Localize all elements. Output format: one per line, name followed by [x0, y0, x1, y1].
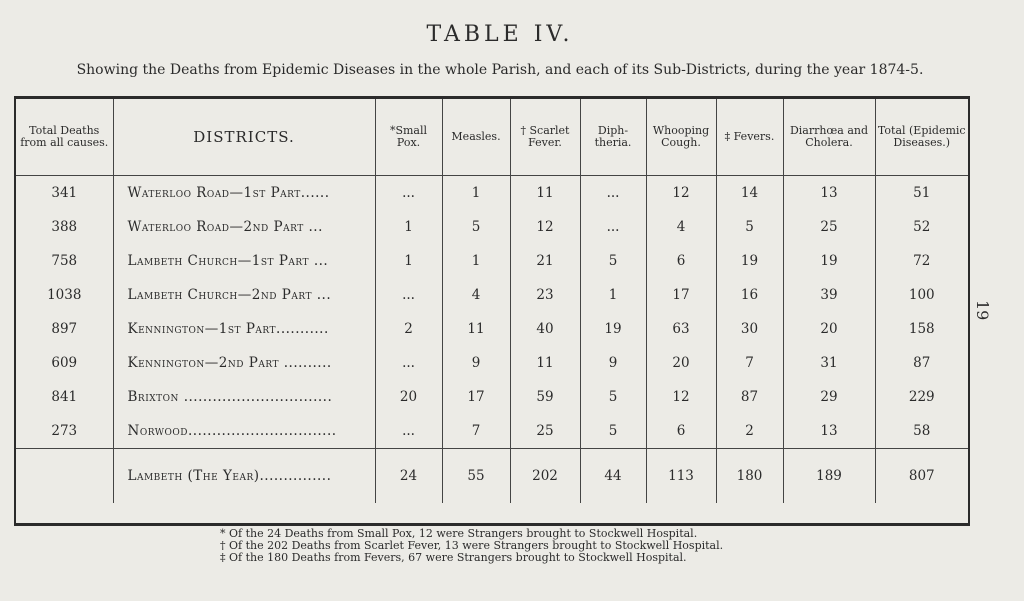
cell-diph: ...: [580, 210, 646, 244]
cell-diarrhoea: 25: [783, 210, 875, 244]
cell-scarlet: 59: [510, 380, 580, 414]
cell-epidemic: 87: [875, 346, 968, 380]
cell-scarlet: 202: [510, 449, 580, 504]
cell-small-pox: 2: [375, 312, 442, 346]
header-total-epidemic: Total (Epidemic Diseases.): [875, 99, 968, 176]
cell-whooping: 17: [646, 278, 716, 312]
cell-total: 609: [51, 355, 78, 371]
cell-diarrhoea: 29: [783, 380, 875, 414]
cell-total: [16, 449, 113, 504]
cell-scarlet: 11: [510, 346, 580, 380]
table-title: TABLE IV.: [426, 22, 574, 47]
cell-diarrhoea: 20: [783, 312, 875, 346]
header-fevers: ‡ Fevers.: [716, 99, 783, 176]
cell-epidemic: 807: [875, 449, 968, 504]
cell-total: 273: [51, 423, 78, 439]
cell-whooping: 4: [646, 210, 716, 244]
table-row: [16, 176, 968, 211]
cell-fevers: 14: [716, 176, 783, 211]
cell-total: 388: [51, 219, 78, 235]
cell-fevers: 5: [716, 210, 783, 244]
cell-whooping: 20: [646, 346, 716, 380]
cell-whooping: 113: [646, 449, 716, 504]
cell-diarrhoea: 189: [783, 449, 875, 504]
cell-small-pox: ...: [375, 414, 442, 449]
cell-diarrhoea: 31: [783, 346, 875, 380]
cell-scarlet: 40: [510, 312, 580, 346]
cell-district: Lambeth Church—2nd Part ...: [113, 278, 375, 312]
cell-measles: 17: [442, 380, 510, 414]
cell-fevers: 30: [716, 312, 783, 346]
cell-whooping: 12: [646, 380, 716, 414]
cell-scarlet: 21: [510, 244, 580, 278]
cell-fevers: 7: [716, 346, 783, 380]
cell-small-pox: 20: [375, 380, 442, 414]
cell-diarrhoea: 39: [783, 278, 875, 312]
cell-small-pox: 1: [375, 210, 442, 244]
cell-measles: 1: [442, 244, 510, 278]
header-diarrhoea: Diarrhœa and Cholera.: [783, 99, 875, 176]
cell-district: Waterloo Road—2nd Part ...: [113, 210, 375, 244]
table-row: [16, 346, 968, 380]
header-small-pox: *Small Pox.: [375, 99, 442, 176]
cell-small-pox: 24: [375, 449, 442, 504]
cell-diph: ...: [580, 176, 646, 211]
epidemic-table: [14, 96, 970, 526]
cell-epidemic: 72: [875, 244, 968, 278]
cell-small-pox: ...: [375, 176, 442, 211]
cell-diph: 5: [580, 380, 646, 414]
cell-measles: 4: [442, 278, 510, 312]
cell-measles: 55: [442, 449, 510, 504]
cell-scarlet: 25: [510, 414, 580, 449]
cell-total: 841: [51, 389, 78, 405]
cell-scarlet: 11: [510, 176, 580, 211]
cell-epidemic: 52: [875, 210, 968, 244]
table-row: [16, 278, 968, 312]
cell-district: Lambeth (The Year)...............: [113, 449, 375, 504]
cell-total: 897: [51, 321, 78, 337]
cell-whooping: 63: [646, 312, 716, 346]
cell-district: Kennington—2nd Part ..........: [113, 346, 375, 380]
footnote-scarlet-fever: † Of the 202 Deaths from Scarlet Fever, 13 were Strangers brought to Stockwell Hospital.: [220, 539, 724, 552]
cell-total: 1038: [47, 287, 82, 303]
cell-total: 758: [51, 253, 78, 269]
cell-fevers: 2: [716, 414, 783, 449]
cell-diph: 5: [580, 414, 646, 449]
cell-whooping: 6: [646, 414, 716, 449]
cell-diph: 44: [580, 449, 646, 504]
table-subtitle: Showing the Deaths from Epidemic Diseases in the whole Parish, and each of its Sub-Districts, during the year 1874-5.: [76, 62, 924, 78]
cell-fevers: 180: [716, 449, 783, 504]
table-row: [16, 414, 968, 449]
header-diphtheria: Diph- theria.: [580, 99, 646, 176]
cell-measles: 5: [442, 210, 510, 244]
header-row: [16, 99, 968, 176]
cell-district: Waterloo Road—1st Part......: [113, 176, 375, 211]
cell-diph: 5: [580, 244, 646, 278]
page-number: 19: [973, 300, 992, 321]
cell-scarlet: 12: [510, 210, 580, 244]
cell-small-pox: ...: [375, 346, 442, 380]
header-measles: Measles.: [442, 99, 510, 176]
cell-whooping: 6: [646, 244, 716, 278]
cell-epidemic: 158: [875, 312, 968, 346]
cell-diph: 1: [580, 278, 646, 312]
cell-district: Lambeth Church—1st Part ...: [113, 244, 375, 278]
cell-fevers: 87: [716, 380, 783, 414]
cell-diph: 19: [580, 312, 646, 346]
total-row: [16, 449, 968, 504]
cell-diarrhoea: 13: [783, 414, 875, 449]
cell-fevers: 16: [716, 278, 783, 312]
cell-district: Norwood...............................: [113, 414, 375, 449]
footnotes: [220, 528, 723, 564]
cell-measles: 11: [442, 312, 510, 346]
cell-epidemic: 58: [875, 414, 968, 449]
cell-measles: 7: [442, 414, 510, 449]
header-scarlet-fever: † Scarlet Fever.: [510, 99, 580, 176]
header-total-deaths: Total Deaths from all causes.: [16, 99, 113, 176]
cell-diarrhoea: 13: [783, 176, 875, 211]
cell-scarlet: 23: [510, 278, 580, 312]
table-row: [16, 244, 968, 278]
cell-whooping: 12: [646, 176, 716, 211]
cell-district: Brixton ...............................: [113, 380, 375, 414]
cell-district: Kennington—1st Part...........: [113, 312, 375, 346]
header-districts: DISTRICTS.: [113, 99, 375, 176]
cell-measles: 1: [442, 176, 510, 211]
cell-measles: 9: [442, 346, 510, 380]
table-row: [16, 312, 968, 346]
cell-epidemic: 100: [875, 278, 968, 312]
cell-epidemic: 51: [875, 176, 968, 211]
table-row: [16, 210, 968, 244]
cell-small-pox: ...: [375, 278, 442, 312]
cell-total: 341: [51, 185, 78, 201]
header-whooping-cough: Whooping Cough.: [646, 99, 716, 176]
cell-diarrhoea: 19: [783, 244, 875, 278]
footnote-fevers: ‡ Of the 180 Deaths from Fevers, 67 were Strangers brought to Stockwell Hospital.: [220, 551, 687, 564]
cell-fevers: 19: [716, 244, 783, 278]
cell-small-pox: 1: [375, 244, 442, 278]
cell-diph: 9: [580, 346, 646, 380]
footnote-small-pox: * Of the 24 Deaths from Small Pox, 12 were Strangers brought to Stockwell Hospital.: [220, 527, 698, 540]
table-row: [16, 380, 968, 414]
cell-epidemic: 229: [875, 380, 968, 414]
